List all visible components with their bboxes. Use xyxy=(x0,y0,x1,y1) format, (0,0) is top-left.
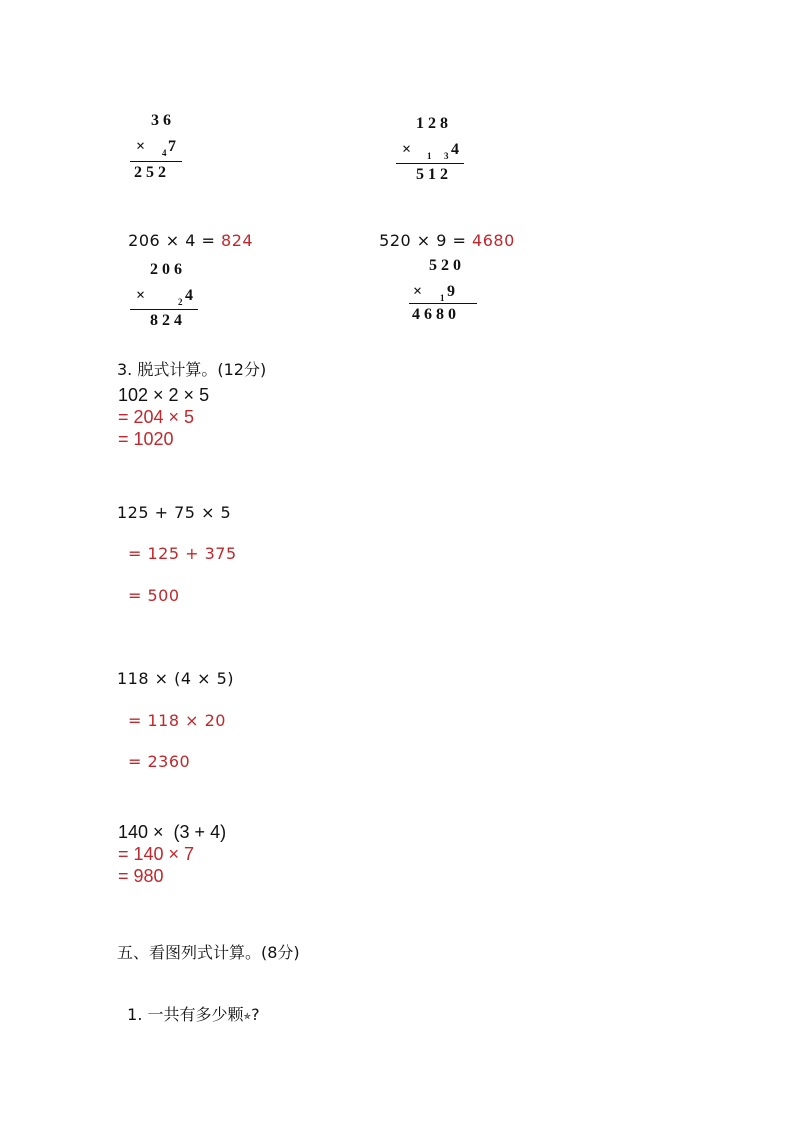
times-sign: × xyxy=(136,138,146,155)
product: 2 5 2 xyxy=(134,164,166,181)
section-5-title: 五、看图列式计算。(8分) xyxy=(117,943,300,962)
equation-expression: 206 × 4 = xyxy=(128,231,222,250)
result-line xyxy=(409,303,477,304)
carry-digit: 2 xyxy=(178,297,183,307)
question-1 xyxy=(117,983,260,1025)
question-1-end: ? xyxy=(251,1005,260,1024)
vertical-multiplication-4 xyxy=(409,257,484,332)
vertical-multiplication-2 xyxy=(396,115,476,185)
multiplier: 4 xyxy=(451,141,459,158)
times-sign: × xyxy=(136,287,146,304)
calc-4-expression: 140 × (3 + 4) xyxy=(118,822,227,842)
calc-2-result: = 500 xyxy=(128,586,180,605)
equation-answer: 4680 xyxy=(472,231,515,250)
calc-2-expression: 125 + 75 × 5 xyxy=(117,503,232,522)
multiplier: 4 xyxy=(185,287,193,304)
times-sign: × xyxy=(413,283,423,300)
product: 8 2 4 xyxy=(150,312,182,329)
calc-2-step: = 125 + 375 xyxy=(128,544,237,563)
question-1-text: 1. 一共有多少颗 xyxy=(127,1005,244,1024)
calc-4-step: = 140 × 7 xyxy=(118,844,195,864)
result-line xyxy=(396,163,464,164)
equation-expression: 520 × 9 = xyxy=(379,231,473,250)
calc-4-result: = 980 xyxy=(118,866,164,886)
multiplicand: 5 2 0 xyxy=(429,257,461,274)
equation-520x9 xyxy=(368,212,515,250)
star-icon: ✯ xyxy=(243,1012,252,1022)
multiplicand: 2 0 6 xyxy=(150,261,182,278)
times-sign: × xyxy=(402,141,412,158)
vertical-multiplication-3 xyxy=(130,261,205,336)
multiplicand: 3 6 xyxy=(151,112,171,129)
multiplicand: 1 2 8 xyxy=(416,115,448,132)
equation-206x4 xyxy=(117,212,253,250)
multiplier: 9 xyxy=(447,283,455,300)
calc-1-step: = 204 × 5 xyxy=(118,407,195,427)
carry-digit: 1 xyxy=(440,293,445,303)
product: 4 6 8 0 xyxy=(412,306,456,323)
carry-digit: 4 xyxy=(162,148,167,158)
carry-digit: 3 xyxy=(444,151,449,161)
vertical-multiplication-1 xyxy=(130,112,190,182)
calc-1-result: = 1020 xyxy=(118,429,174,449)
product: 5 1 2 xyxy=(416,166,448,183)
result-line xyxy=(130,309,198,310)
section-3-title: 3. 脱式计算。(12分) xyxy=(117,360,267,379)
calc-3-expression: 118 × (4 × 5) xyxy=(117,669,235,688)
calc-3-step: = 118 × 20 xyxy=(128,711,226,730)
equation-answer: 824 xyxy=(221,231,254,250)
carry-digit: 1 xyxy=(427,151,432,161)
calc-3-result: = 2360 xyxy=(128,752,191,771)
result-line xyxy=(130,161,182,162)
multiplier: 7 xyxy=(168,138,176,155)
calc-1-expression: 102 × 2 × 5 xyxy=(118,385,210,405)
